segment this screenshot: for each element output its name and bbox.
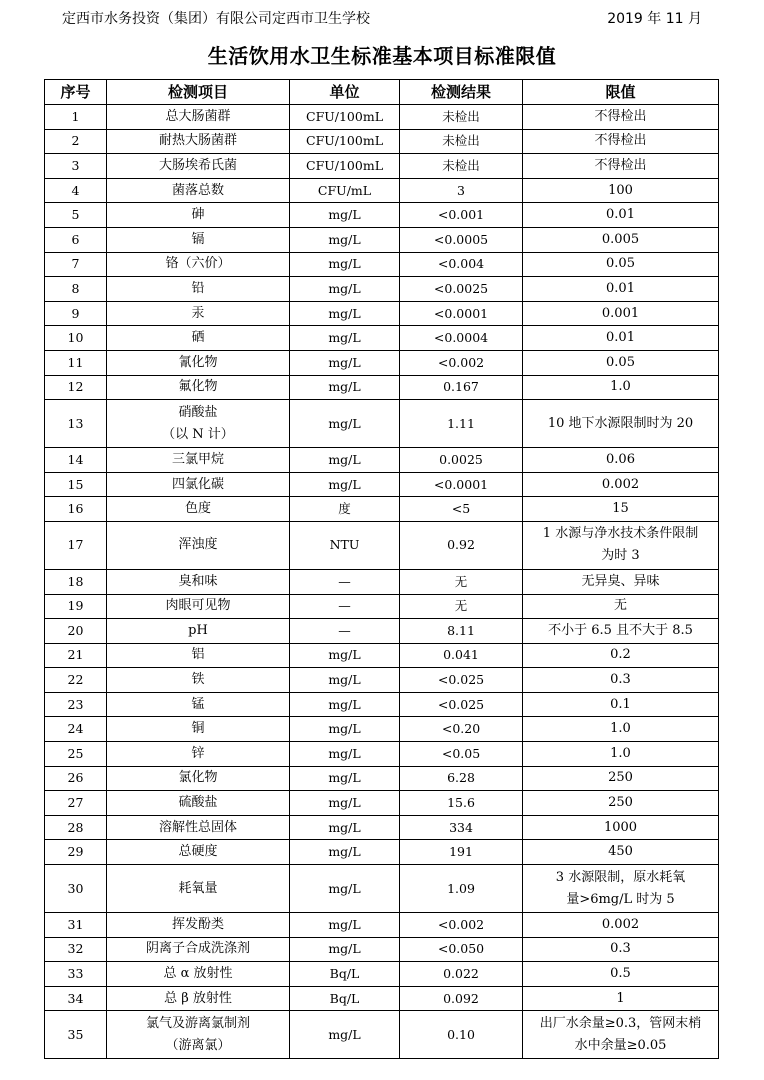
row-index: 31 [45, 913, 107, 938]
table-row [45, 692, 719, 717]
table-row [45, 227, 719, 252]
row-limit: 250 [523, 766, 719, 791]
row-result: <0.0025 [400, 277, 523, 302]
row-limit: 250 [523, 791, 719, 816]
row-limit: 100 [523, 178, 719, 203]
row-unit: mg/L [290, 1011, 400, 1059]
row-limit: 1000 [523, 815, 719, 840]
row-limit: 450 [523, 840, 719, 865]
row-index: 27 [45, 791, 107, 816]
row-index: 1 [45, 105, 107, 130]
table-row [45, 913, 719, 938]
table-row [45, 178, 719, 203]
row-unit: 度 [290, 497, 400, 522]
row-limit: 0.002 [523, 913, 719, 938]
row-index: 23 [45, 692, 107, 717]
row-limit: 0.06 [523, 448, 719, 473]
row-result: <0.050 [400, 937, 523, 962]
row-index: 2 [45, 129, 107, 154]
row-result: <0.0001 [400, 472, 523, 497]
row-limit: 1.0 [523, 717, 719, 742]
table-row [45, 742, 719, 767]
table-row [45, 619, 719, 644]
row-limit: 1 水源与净水技术条件限制 为时 3 [523, 521, 719, 569]
row-result: 未检出 [400, 154, 523, 179]
row-unit: mg/L [290, 840, 400, 865]
row-result: <5 [400, 497, 523, 522]
row-item: 菌落总数 [107, 178, 290, 203]
row-result: <0.20 [400, 717, 523, 742]
row-item: 总 β 放射性 [107, 986, 290, 1011]
row-unit: mg/L [290, 865, 400, 913]
row-item: 硒 [107, 326, 290, 351]
row-limit: 0.3 [523, 668, 719, 693]
row-item: 总 α 放射性 [107, 962, 290, 987]
row-result: 6.28 [400, 766, 523, 791]
row-item: 铁 [107, 668, 290, 693]
row-limit: 无 [523, 594, 719, 619]
row-limit: 0.05 [523, 252, 719, 277]
organization-name: 定西市水务投资（集团）有限公司定西市卫生学校 [62, 11, 370, 27]
table-row [45, 203, 719, 228]
row-item: 镉 [107, 227, 290, 252]
row-item: 色度 [107, 497, 290, 522]
row-item: 总硬度 [107, 840, 290, 865]
row-item: 溶解性总固体 [107, 815, 290, 840]
table-row [45, 766, 719, 791]
row-item: 肉眼可见物 [107, 594, 290, 619]
row-item: 氟化物 [107, 375, 290, 400]
row-index: 10 [45, 326, 107, 351]
row-unit: — [290, 569, 400, 594]
row-result: <0.0001 [400, 301, 523, 326]
row-limit: 0.2 [523, 643, 719, 668]
table-row [45, 301, 719, 326]
row-unit: mg/L [290, 692, 400, 717]
row-limit: 0.05 [523, 350, 719, 375]
row-unit: CFU/100mL [290, 105, 400, 130]
row-unit: mg/L [290, 791, 400, 816]
standards-table [44, 79, 719, 1059]
row-item: 氰化物 [107, 350, 290, 375]
row-index: 30 [45, 865, 107, 913]
row-result: <0.025 [400, 668, 523, 693]
table-row [45, 400, 719, 448]
row-result: <0.004 [400, 252, 523, 277]
row-index: 5 [45, 203, 107, 228]
table-row [45, 668, 719, 693]
row-index: 7 [45, 252, 107, 277]
row-index: 15 [45, 472, 107, 497]
row-result: 0.022 [400, 962, 523, 987]
row-limit: 不得检出 [523, 129, 719, 154]
document-header [62, 8, 702, 28]
row-item: 铝 [107, 643, 290, 668]
row-unit: CFU/mL [290, 178, 400, 203]
header-limit: 限值 [523, 80, 719, 105]
row-result: 1.11 [400, 400, 523, 448]
row-result: 0.167 [400, 375, 523, 400]
row-item: 铜 [107, 717, 290, 742]
table-row [45, 594, 719, 619]
table-row [45, 791, 719, 816]
table-row [45, 252, 719, 277]
table-row [45, 375, 719, 400]
row-result: 0.10 [400, 1011, 523, 1059]
row-result: 8.11 [400, 619, 523, 644]
row-limit: 0.01 [523, 277, 719, 302]
row-limit: 0.002 [523, 472, 719, 497]
row-unit: mg/L [290, 350, 400, 375]
header-index: 序号 [45, 80, 107, 105]
row-unit: Bq/L [290, 986, 400, 1011]
row-unit: NTU [290, 521, 400, 569]
row-index: 9 [45, 301, 107, 326]
table-row [45, 643, 719, 668]
table-row [45, 865, 719, 913]
row-unit: mg/L [290, 717, 400, 742]
row-result: <0.002 [400, 913, 523, 938]
row-item: 阴离子合成洗涤剂 [107, 937, 290, 962]
table-row [45, 350, 719, 375]
row-result: 未检出 [400, 105, 523, 130]
row-limit: 1.0 [523, 375, 719, 400]
row-index: 26 [45, 766, 107, 791]
row-unit: CFU/100mL [290, 129, 400, 154]
row-unit: mg/L [290, 937, 400, 962]
row-item: 氯气及游离氯制剂 （游离氯） [107, 1011, 290, 1059]
row-item: 耐热大肠菌群 [107, 129, 290, 154]
row-index: 12 [45, 375, 107, 400]
row-result: <0.0004 [400, 326, 523, 351]
row-item: 浑浊度 [107, 521, 290, 569]
row-result: 无 [400, 569, 523, 594]
row-index: 28 [45, 815, 107, 840]
row-result: <0.05 [400, 742, 523, 767]
table-row [45, 521, 719, 569]
row-item: 铅 [107, 277, 290, 302]
row-unit: mg/L [290, 326, 400, 351]
report-date: 2019 年 11 月 [607, 11, 702, 27]
row-index: 24 [45, 717, 107, 742]
row-limit: 0.01 [523, 203, 719, 228]
row-result: <0.001 [400, 203, 523, 228]
row-limit: 出厂水余量≥0.3，管网末梢 水中余量≥0.05 [523, 1011, 719, 1059]
row-result: 0.0025 [400, 448, 523, 473]
table-row [45, 277, 719, 302]
row-unit: mg/L [290, 400, 400, 448]
row-result: 3 [400, 178, 523, 203]
table-row [45, 986, 719, 1011]
row-limit: 不得检出 [523, 105, 719, 130]
row-unit: mg/L [290, 203, 400, 228]
row-item: 总大肠菌群 [107, 105, 290, 130]
header-item: 检测项目 [107, 80, 290, 105]
row-item: 耗氧量 [107, 865, 290, 913]
row-unit: mg/L [290, 375, 400, 400]
row-unit: — [290, 594, 400, 619]
row-limit: 1 [523, 986, 719, 1011]
row-result: 15.6 [400, 791, 523, 816]
row-unit: mg/L [290, 277, 400, 302]
row-result: 未检出 [400, 129, 523, 154]
row-limit: 0.1 [523, 692, 719, 717]
table-row [45, 448, 719, 473]
row-limit: 0.3 [523, 937, 719, 962]
table-row [45, 154, 719, 179]
table-header-row [45, 80, 719, 105]
table-row [45, 105, 719, 130]
table-body [45, 105, 719, 1059]
row-item: 锰 [107, 692, 290, 717]
row-limit: 1.0 [523, 742, 719, 767]
table-row [45, 129, 719, 154]
row-unit: mg/L [290, 252, 400, 277]
row-index: 8 [45, 277, 107, 302]
header-result: 检测结果 [400, 80, 523, 105]
row-index: 32 [45, 937, 107, 962]
row-item: 锌 [107, 742, 290, 767]
table-row [45, 962, 719, 987]
row-index: 16 [45, 497, 107, 522]
row-result: 0.92 [400, 521, 523, 569]
row-index: 3 [45, 154, 107, 179]
row-item: 铬（六价） [107, 252, 290, 277]
row-result: <0.002 [400, 350, 523, 375]
table-row [45, 815, 719, 840]
row-result: 191 [400, 840, 523, 865]
row-index: 25 [45, 742, 107, 767]
row-index: 14 [45, 448, 107, 473]
row-limit: 0.005 [523, 227, 719, 252]
row-limit: 10 地下水源限制时为 20 [523, 400, 719, 448]
row-limit: 不得检出 [523, 154, 719, 179]
row-limit: 0.5 [523, 962, 719, 987]
table-row [45, 717, 719, 742]
table-row [45, 497, 719, 522]
row-item: 臭和味 [107, 569, 290, 594]
row-index: 20 [45, 619, 107, 644]
row-unit: mg/L [290, 448, 400, 473]
row-limit: 15 [523, 497, 719, 522]
row-index: 29 [45, 840, 107, 865]
table-row [45, 937, 719, 962]
row-limit: 3 水源限制，原水耗氧 量>6mg/L 时为 5 [523, 865, 719, 913]
row-limit: 0.01 [523, 326, 719, 351]
row-unit: Bq/L [290, 962, 400, 987]
row-index: 4 [45, 178, 107, 203]
row-index: 13 [45, 400, 107, 448]
row-item: 三氯甲烷 [107, 448, 290, 473]
table-row [45, 1011, 719, 1059]
row-unit: mg/L [290, 227, 400, 252]
table-row [45, 472, 719, 497]
row-index: 19 [45, 594, 107, 619]
row-index: 22 [45, 668, 107, 693]
table-row [45, 569, 719, 594]
row-unit: mg/L [290, 766, 400, 791]
page-title: 生活饮用水卫生标准基本项目标准限值 [207, 44, 557, 68]
row-index: 11 [45, 350, 107, 375]
row-result: 0.041 [400, 643, 523, 668]
row-item: 砷 [107, 203, 290, 228]
row-index: 18 [45, 569, 107, 594]
row-limit: 0.001 [523, 301, 719, 326]
row-result: <0.025 [400, 692, 523, 717]
row-result: 0.092 [400, 986, 523, 1011]
row-item: 硝酸盐 （以 N 计） [107, 400, 290, 448]
row-result: 334 [400, 815, 523, 840]
header-unit: 单位 [290, 80, 400, 105]
row-index: 6 [45, 227, 107, 252]
row-index: 34 [45, 986, 107, 1011]
row-unit: mg/L [290, 742, 400, 767]
row-unit: CFU/100mL [290, 154, 400, 179]
row-item: 大肠埃希氏菌 [107, 154, 290, 179]
row-result: 1.09 [400, 865, 523, 913]
row-limit: 无异臭、异味 [523, 569, 719, 594]
row-result: <0.0005 [400, 227, 523, 252]
row-unit: mg/L [290, 301, 400, 326]
row-item: 挥发酚类 [107, 913, 290, 938]
row-item: 氯化物 [107, 766, 290, 791]
row-limit: 不小于 6.5 且不大于 8.5 [523, 619, 719, 644]
row-unit: mg/L [290, 913, 400, 938]
row-index: 33 [45, 962, 107, 987]
row-item: 硫酸盐 [107, 791, 290, 816]
row-index: 35 [45, 1011, 107, 1059]
table-row [45, 840, 719, 865]
row-item: 汞 [107, 301, 290, 326]
row-result: 无 [400, 594, 523, 619]
row-index: 21 [45, 643, 107, 668]
table-row [45, 326, 719, 351]
row-index: 17 [45, 521, 107, 569]
row-unit: mg/L [290, 643, 400, 668]
row-item: 四氯化碳 [107, 472, 290, 497]
row-unit: mg/L [290, 815, 400, 840]
row-unit: — [290, 619, 400, 644]
row-unit: mg/L [290, 668, 400, 693]
row-item: pH [107, 619, 290, 644]
row-unit: mg/L [290, 472, 400, 497]
